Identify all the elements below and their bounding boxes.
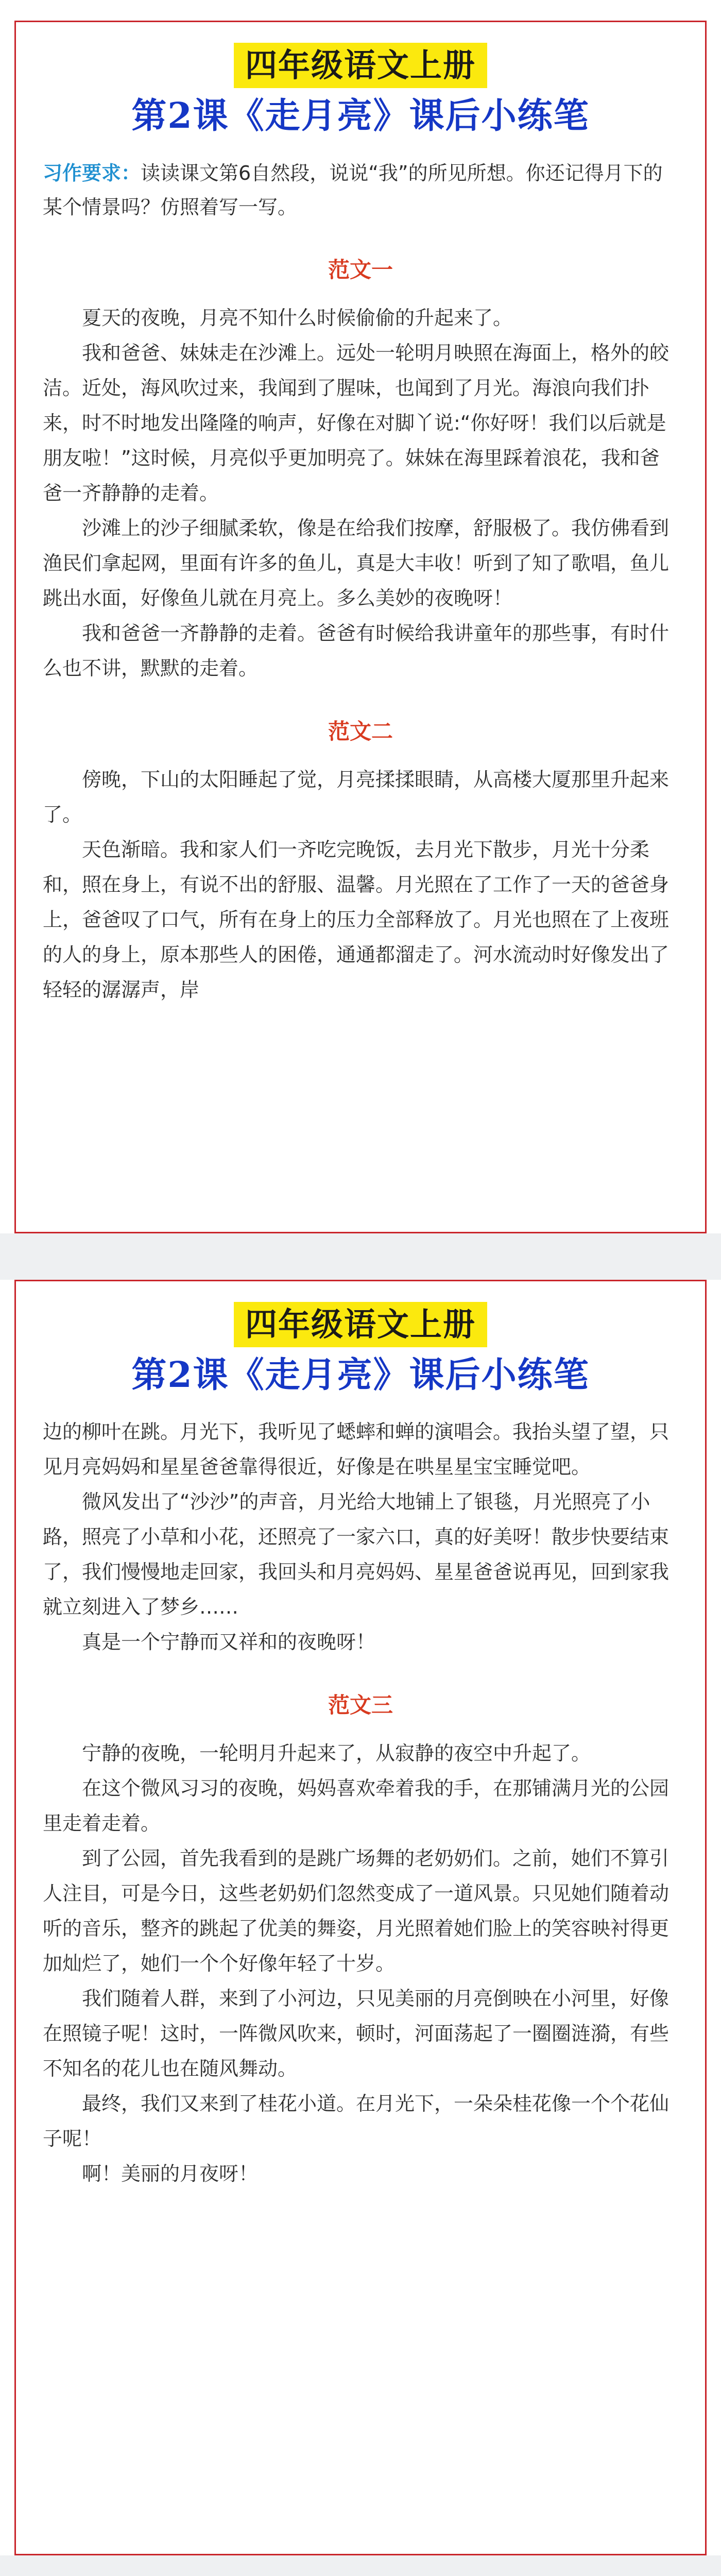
grade-title: 四年级语文上册 [234,43,487,88]
requirement-text: 读读课文第6自然段，说说“我”的所见所想。你还记得月下的某个情景吗？仿照着写一写。 [43,162,663,218]
paragraph: 在这个微风习习的夜晚，妈妈喜欢牵着我的手，在那铺满月光的公园里走着走着。 [43,1777,670,1835]
lesson-title: 第2课《走月亮》课后小练笔 [131,1354,590,1396]
page-header [43,1281,678,1400]
paragraph: 天色渐暗。我和家人们一齐吃完晚饭，去月光下散步，月光十分柔和，照在身上，有说不出的舒服、温馨。月光照在了工作了一天的爸爸身上，爸爸叹了口气，所有在身上的压力全部释放了。月光也照在了上夜班的人的身上，原本那些人的困倦，通通都溜走了。河水流动时好像发出了轻轻的潺潺声，岸 [43,838,670,1001]
paragraph: 傍晚，下山的太阳睡起了觉，月亮揉揉眼睛，从高楼大厦那里升起来了。 [43,768,670,826]
paragraph: 到了公园，首先我看到的是跳广场舞的老奶奶们。之前，她们不算引人注目，可是今日，这些老奶奶们忽然变成了一道风景。只见她们随着动听的音乐，整齐的跳起了优美的舞姿，月光照着她们脸上的笑容映衬得更加灿烂了，她们一个个好像年轻了十岁。 [43,1847,670,1975]
paragraph: 边的柳叶在跳。月光下，我听见了蟋蟀和蝉的演唱会。我抬头望了望，只见月亮妈妈和星星爸爸靠得很近，好像是在哄星星宝宝睡觉吧。 [43,1420,670,1478]
page-gap [0,1233,721,1280]
paragraph: 我和爸爸一齐静静的走着。爸爸有时候给我讲童年的那些事，有时什么也不讲，默默的走着。 [43,622,670,680]
paragraph: 真是一个宁静而又祥和的夜晚呀！ [82,1631,376,1653]
paragraph: 夏天的夜晚，月亮不知什么时候偷偷的升起来了。 [82,307,513,329]
section-title-3: 范文三 [328,1692,393,1718]
paragraph: 宁静的夜晚，一轮明月升起来了，从寂静的夜空中升起了。 [82,1742,591,1765]
paragraph: 啊！美丽的月夜呀！ [82,2162,259,2185]
writing-requirement [43,156,678,224]
paragraph: 微风发出了“沙沙”的声音，月光给大地铺上了银毯，月光照亮了小路，照亮了小草和小花，还照亮了一家六口，真的好美呀！散步快要结束了，我们慢慢地走回家，我回头和月亮妈妈、星星爸爸说再见，回到家我就立刻进入了梦乡…… [43,1490,670,1618]
paragraph: 我们随着人群，来到了小河边，只见美丽的月亮倒映在小河里，好像在照镜子呢！这时，一阵微风吹来，顿时，河面荡起了一圈圈涟漪，有些不知名的花儿也在随风舞动。 [43,1987,670,2080]
requirement-label: 习作要求： [43,162,141,184]
page-card-2 [14,1280,707,2555]
paragraph: 我和爸爸、妹妹走在沙滩上。远处一轮明月映照在海面上，格外的皎洁。近处，海风吹过来，我闻到了腥味，也闻到了月光。海浪向我们扑来，时不时地发出隆隆的响声，好像在对脚丫说:“你好呀！我们以后就是朋友啦！”这时候，月亮似乎更加明亮了。妹妹在海里踩着浪花，我和爸爸一齐静静的走着。 [43,342,670,504]
section-title-2: 范文二 [328,719,393,744]
page-header [43,22,678,141]
paragraph: 沙滩上的沙子细腻柔软，像是在给我们按摩，舒服极了。我仿佛看到渔民们拿起网，里面有许多的鱼儿，真是大丰收！听到了知了歌唱，鱼儿跳出水面，好像鱼儿就在月亮上。多么美妙的夜晚呀！ [43,517,670,609]
grade-title: 四年级语文上册 [234,1302,487,1347]
page-gap [0,2555,721,2576]
page-card-1 [14,21,707,1233]
paragraph: 最终，我们又来到了桂花小道。在月光下，一朵朵桂花像一个个花仙子呢！ [43,2092,670,2150]
lesson-title: 第2课《走月亮》课后小练笔 [131,95,590,137]
section-title-1: 范文一 [328,257,393,282]
